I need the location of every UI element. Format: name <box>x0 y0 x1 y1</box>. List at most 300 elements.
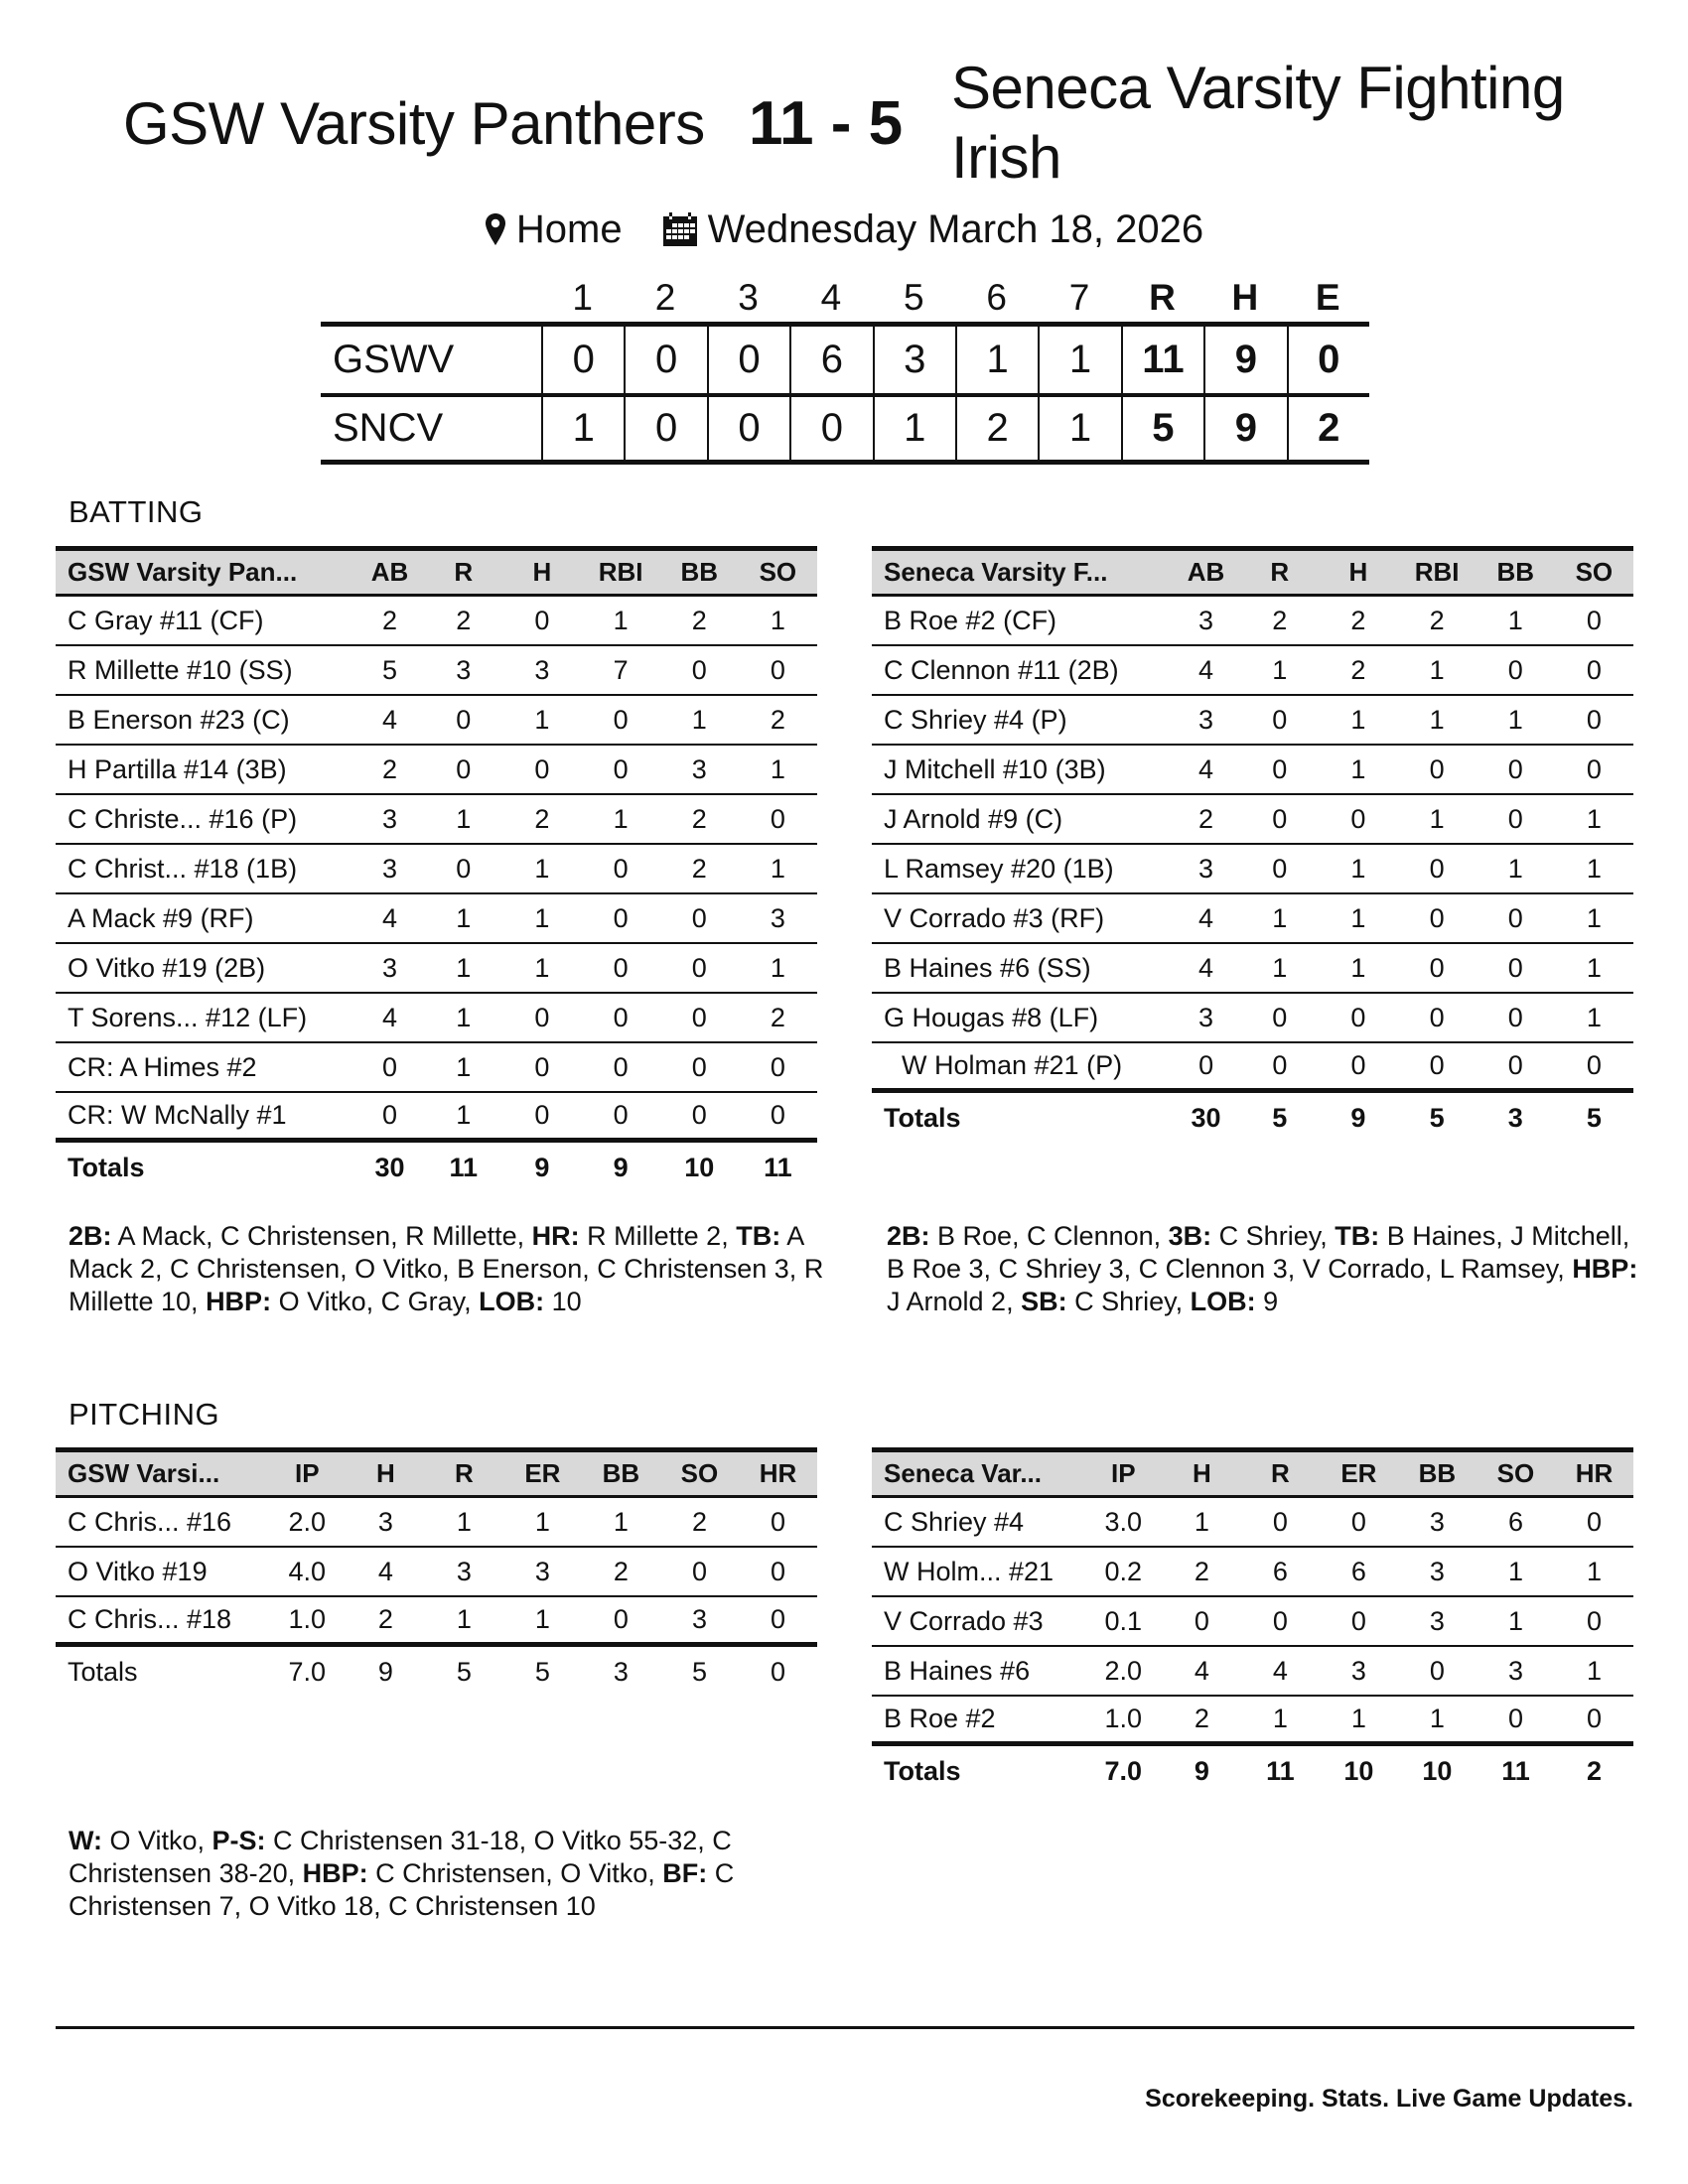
total-cell: 2 <box>1287 397 1369 460</box>
note-key: SB: <box>1021 1287 1067 1316</box>
stat-cell: 0 <box>770 654 785 685</box>
player-row <box>872 1647 1633 1697</box>
total-cell: 5 <box>691 1656 707 1687</box>
stat-column-header: SO <box>1575 557 1614 587</box>
final-score: 11 - 5 <box>749 89 904 158</box>
stat-cell: 2 <box>691 803 707 834</box>
player-name: CR: A Himes #2 <box>68 1051 257 1082</box>
stat-column-header: HR <box>1575 1458 1614 1488</box>
inning-score-cell: 1 <box>1038 397 1120 460</box>
player-row <box>56 894 817 944</box>
total-cell: 5 <box>1429 1102 1445 1133</box>
stat-cell: 3 <box>1429 1556 1445 1586</box>
stat-cell: 0 <box>456 704 472 735</box>
total-cell: 2 <box>1586 1755 1603 1786</box>
date-text: Wednesday March 18, 2026 <box>707 206 1204 251</box>
stat-cell: 0 <box>1429 853 1445 884</box>
stat-column-header: RBI <box>1414 557 1460 587</box>
player-name: J Mitchell #10 (3B) <box>884 753 1106 784</box>
stat-cell: 3 <box>1198 704 1214 735</box>
player-row <box>56 696 817 746</box>
stat-cell: 3 <box>382 853 398 884</box>
player-row <box>872 944 1633 994</box>
stat-cell: 2 <box>456 605 472 635</box>
player-name: C Christe... #16 (P) <box>68 803 298 834</box>
stat-cell: 0 <box>1272 1605 1288 1636</box>
stat-cell: 0 <box>613 902 629 933</box>
stat-cell: 4 <box>377 1556 393 1586</box>
inning-score-cell: 2 <box>955 397 1038 460</box>
stat-cell: 0 <box>691 654 707 685</box>
player-row <box>872 994 1633 1043</box>
stat-cell: 1 <box>1350 902 1366 933</box>
player-row <box>872 1548 1633 1597</box>
stat-cell: 0 <box>770 1506 786 1537</box>
stat-cell: 1 <box>1429 1704 1445 1733</box>
stat-column-header: BB <box>1418 1458 1457 1488</box>
stat-column-header: IP <box>1111 1458 1136 1488</box>
player-row <box>56 597 817 646</box>
stat-cell: 0 <box>613 704 629 735</box>
stat-cell: 1 <box>1350 853 1366 884</box>
stat-cell: 1 <box>770 853 785 884</box>
total-cell: 5 <box>456 1656 472 1687</box>
stat-cell: 6 <box>1350 1556 1366 1586</box>
note-value: C Shriey, <box>1066 1287 1191 1316</box>
inning-score-cell: 1 <box>541 397 624 460</box>
stat-cell: 4 <box>382 704 398 735</box>
total-cell: 9 <box>534 1152 550 1182</box>
stat-cell: 4 <box>382 1002 398 1032</box>
stat-cell: 0 <box>1272 753 1288 784</box>
stat-column-header: IP <box>295 1458 320 1488</box>
line-score-header <box>321 274 1369 322</box>
stat-column-header: BB <box>680 557 719 587</box>
stat-cell: 1 <box>1272 952 1288 983</box>
stat-cell: 0 <box>1507 1050 1523 1080</box>
inning-score-cell: 0 <box>707 327 789 393</box>
note-value: C Christensen 31-18, O Vitko 55-32, C Christensen 38-20, <box>69 1826 732 1888</box>
stat-cell: 1 <box>1586 1556 1603 1586</box>
inning-header: 1 <box>572 277 593 318</box>
stat-cell: 0 <box>534 605 550 635</box>
stat-cell: 0 <box>613 1604 629 1634</box>
stat-cell: 1 <box>1350 952 1366 983</box>
stat-cell: 2.0 <box>1104 1655 1143 1686</box>
inning-score-cell: 1 <box>873 397 955 460</box>
stat-column-header: R <box>1270 557 1290 587</box>
stat-cell: 0 <box>1272 803 1288 834</box>
inning-score-cell: 3 <box>873 327 955 393</box>
stat-cell: 1 <box>613 1506 629 1537</box>
stat-cell: 0 <box>1194 1605 1209 1636</box>
stat-cell: 0 <box>770 1604 786 1634</box>
totals-row <box>872 1746 1633 1796</box>
stat-cell: 4.0 <box>288 1556 327 1586</box>
stat-cell: 0 <box>1507 952 1523 983</box>
stat-cell: 0.1 <box>1104 1605 1143 1636</box>
inning-header: 6 <box>986 277 1007 318</box>
stat-cell: 2 <box>691 853 707 884</box>
inning-header: 4 <box>820 277 842 318</box>
line-score-row <box>321 393 1369 460</box>
stat-cell: 3 <box>377 1506 393 1537</box>
home-team-name: GSW Varsity Panthers <box>123 90 705 157</box>
stat-cell: 1 <box>456 1002 472 1032</box>
stat-column-header: BB <box>1496 557 1535 587</box>
total-cell: 11 <box>449 1152 479 1182</box>
team-column-header: GSW Varsity Pan... <box>68 557 298 587</box>
stat-cell: 2 <box>382 605 398 635</box>
location-text: Home <box>515 206 623 251</box>
player-row <box>56 746 817 795</box>
footer-divider <box>56 2026 1634 2029</box>
player-name: L Ramsey #20 (1B) <box>884 853 1114 884</box>
note-value: 10 <box>544 1287 582 1316</box>
stat-cell: 1.0 <box>288 1604 327 1634</box>
stat-cell: 1 <box>534 952 550 983</box>
player-row <box>872 845 1633 894</box>
player-name: V Corrado #3 (RF) <box>884 902 1105 933</box>
stat-cell: 0 <box>1429 1050 1445 1080</box>
stat-cell: 0 <box>1586 753 1602 784</box>
stat-cell: 4 <box>1198 654 1214 685</box>
player-row <box>872 646 1633 696</box>
stat-cell: 0 <box>613 1100 629 1130</box>
stat-cell: 1 <box>1507 1605 1523 1636</box>
inning-score-cell: 0 <box>789 397 872 460</box>
note-value: C Christensen, O Vitko, <box>367 1858 663 1888</box>
totals-label: Totals <box>68 1152 145 1182</box>
stat-cell: 1 <box>534 902 550 933</box>
stat-cell: 6 <box>1272 1556 1288 1586</box>
total-cell: 10 <box>1422 1755 1453 1786</box>
player-name: W Holman #21 (P) <box>902 1050 1123 1080</box>
player-name: C Clennon #11 (2B) <box>884 654 1119 685</box>
stat-cell: 0 <box>691 902 707 933</box>
stat-cell: 0 <box>1272 853 1288 884</box>
stat-cell: 2 <box>691 1506 707 1537</box>
stat-cell: 0 <box>1586 605 1602 635</box>
stat-cell: 1 <box>456 1051 472 1082</box>
total-cell: 9 <box>613 1152 629 1182</box>
player-row <box>56 994 817 1043</box>
player-name: J Arnold #9 (C) <box>884 803 1063 834</box>
totals-row <box>56 1647 817 1697</box>
stat-cell: 0 <box>534 753 550 784</box>
player-row <box>872 894 1633 944</box>
stat-cell: 1 <box>456 952 472 983</box>
stat-cell: 2 <box>770 1002 785 1032</box>
stat-cell: 0 <box>613 853 629 884</box>
game-date <box>662 207 1204 252</box>
stat-cell: 1 <box>1507 605 1523 635</box>
stat-cell: 0 <box>691 1556 707 1586</box>
stat-cell: 4 <box>382 902 398 933</box>
location <box>485 207 623 252</box>
player-name: O Vitko #19 <box>68 1556 208 1586</box>
stat-cell: 3 <box>1429 1605 1445 1636</box>
stat-cell: 1 <box>1586 952 1602 983</box>
total-cell: 7.0 <box>1104 1755 1143 1786</box>
batting-section-label: BATTING <box>69 494 204 529</box>
table-header-row <box>56 1447 817 1498</box>
stat-cell: 0 <box>770 803 785 834</box>
calendar-icon <box>662 211 698 247</box>
stat-cell: 0 <box>1272 1050 1288 1080</box>
stat-cell: 0 <box>691 1051 707 1082</box>
inning-score-cell: 0 <box>707 397 789 460</box>
total-cell: 30 <box>1191 1102 1221 1133</box>
stat-column-header: ER <box>524 1458 561 1488</box>
note-key: TB: <box>1335 1221 1380 1251</box>
stat-cell: 7 <box>613 654 629 685</box>
inning-header: 2 <box>654 277 676 318</box>
stat-cell: 1 <box>1350 704 1366 735</box>
note-value: C Shriey, <box>1211 1221 1336 1251</box>
stat-cell: 1 <box>534 1604 550 1634</box>
team-abbreviation: SNCV <box>333 406 444 450</box>
note-value: B Haines, J Mitchell, B Roe 3, C Shriey 3, C Clennon 3, V Corrado, L Ramsey, <box>887 1221 1630 1284</box>
total-cell: 5 <box>1586 1102 1602 1133</box>
stat-cell: 1 <box>456 1604 472 1634</box>
stat-cell: 1 <box>770 605 785 635</box>
player-row <box>56 795 817 845</box>
stat-cell: 0 <box>691 1002 707 1032</box>
stat-cell: 4 <box>1198 753 1214 784</box>
stat-cell: 1 <box>691 704 707 735</box>
stat-cell: 1 <box>1586 853 1602 884</box>
stat-cell: 1 <box>1586 1655 1603 1686</box>
stat-cell: 0 <box>1429 902 1445 933</box>
team-column-header: GSW Varsi... <box>68 1458 220 1488</box>
stat-cell: 2.0 <box>288 1506 327 1537</box>
stat-cell: 1 <box>1507 1556 1523 1586</box>
inning-header: 7 <box>1068 277 1090 318</box>
stat-cell: 2 <box>377 1604 393 1634</box>
totals-label: Totals <box>68 1656 138 1687</box>
player-name: C Shriey #4 <box>884 1506 1025 1537</box>
total-cell: 11 <box>1266 1755 1295 1786</box>
stat-cell: 2 <box>1194 1704 1209 1733</box>
note-key: LOB: <box>479 1287 545 1316</box>
stat-cell: 4 <box>1272 1655 1288 1686</box>
stat-cell: 1 <box>1586 1002 1602 1032</box>
stat-cell: 0 <box>1429 753 1445 784</box>
stat-cell: 4 <box>1198 952 1214 983</box>
stat-cell: 0 <box>1272 704 1288 735</box>
player-name: W Holm... #21 <box>884 1556 1055 1586</box>
player-row <box>872 746 1633 795</box>
inning-score-cell: 0 <box>624 397 706 460</box>
stat-cell: 1 <box>1272 902 1288 933</box>
note-value: 9 <box>1255 1287 1279 1316</box>
stat-cell: 1 <box>1194 1506 1209 1537</box>
note-key: 2B: <box>69 1221 112 1251</box>
stat-cell: 0 <box>1507 803 1523 834</box>
stat-cell: 0 <box>1586 1704 1603 1733</box>
stat-cell: 2 <box>534 803 550 834</box>
stat-cell: 0 <box>1429 1655 1445 1686</box>
stat-cell: 1 <box>534 1506 550 1537</box>
pitching-section-label: PITCHING <box>69 1397 220 1432</box>
stat-cell: 0 <box>613 1051 629 1082</box>
note-key: HR: <box>531 1221 580 1251</box>
stat-cell: 0 <box>1586 654 1602 685</box>
note-key: BF: <box>662 1858 708 1888</box>
stat-cell: 1 <box>1429 803 1445 834</box>
stat-cell: 3 <box>1198 605 1214 635</box>
stat-cell: 4 <box>1198 902 1214 933</box>
player-row <box>872 1498 1633 1548</box>
stat-cell: 0 <box>534 1051 550 1082</box>
player-name: C Gray #11 (CF) <box>68 605 264 635</box>
stat-cell: 0 <box>1507 654 1523 685</box>
stat-cell: 0 <box>456 753 472 784</box>
player-name: R Millette #10 (SS) <box>68 654 293 685</box>
stat-cell: 3 <box>1507 1655 1523 1686</box>
inning-score-cell: 1 <box>1038 327 1120 393</box>
stat-cell: 1 <box>456 902 472 933</box>
total-cell: 9 <box>1350 1102 1366 1133</box>
stat-cell: 3 <box>691 1604 707 1634</box>
stat-cell: 1 <box>613 803 629 834</box>
stat-column-header: H <box>1348 557 1368 587</box>
stat-cell: 1 <box>1429 654 1445 685</box>
team-abbreviation: GSWV <box>333 338 455 381</box>
stat-cell: 0 <box>1429 952 1445 983</box>
note-key: P-S: <box>211 1826 266 1855</box>
player-name: G Hougas #8 (LF) <box>884 1002 1099 1032</box>
stat-cell: 1 <box>1429 704 1445 735</box>
stat-cell: 0 <box>1350 1506 1366 1537</box>
stat-column-header: AB <box>1187 557 1225 587</box>
home-batting-table <box>56 546 817 1192</box>
stat-cell: 0 <box>1350 803 1366 834</box>
player-name: C Chris... #16 <box>68 1506 232 1537</box>
stat-column-header: H <box>375 1458 395 1488</box>
home-pitching-table <box>56 1447 817 1697</box>
stat-cell: 0 <box>534 1002 550 1032</box>
player-row <box>56 646 817 696</box>
stat-cell: 6 <box>1507 1506 1523 1537</box>
player-name: CR: W McNally #1 <box>68 1100 287 1130</box>
line-score-row <box>321 327 1369 393</box>
total-cell: 0 <box>1287 327 1369 393</box>
player-row <box>56 1548 817 1597</box>
player-row <box>56 1597 817 1647</box>
note-value: O Vitko, C Gray, <box>271 1287 480 1316</box>
stat-cell: 1 <box>770 952 785 983</box>
home-pitching-notes <box>69 1825 833 1923</box>
stat-cell: 0 <box>1586 1506 1603 1537</box>
stat-cell: 2 <box>1198 803 1214 834</box>
stat-cell: 1 <box>534 853 550 884</box>
total-cell: 9 <box>377 1656 393 1687</box>
note-value: J Arnold 2, <box>887 1287 1022 1316</box>
player-row <box>56 944 817 994</box>
stat-cell: 5 <box>382 654 398 685</box>
stat-cell: 2 <box>1272 605 1288 635</box>
stat-cell: 0.2 <box>1104 1556 1143 1586</box>
stat-cell: 1 <box>1350 753 1366 784</box>
stat-cell: 4 <box>1194 1655 1209 1686</box>
note-key: TB: <box>736 1221 781 1251</box>
stat-cell: 0 <box>1429 1002 1445 1032</box>
stat-cell: 3 <box>534 1556 550 1586</box>
stat-column-header: HR <box>759 1458 797 1488</box>
stat-column-header: SO <box>680 1458 719 1488</box>
player-name: O Vitko #19 (2B) <box>68 952 266 983</box>
note-key: HBP: <box>1572 1254 1638 1284</box>
player-name: B Roe #2 <box>884 1704 996 1733</box>
player-name: B Haines #6 <box>884 1655 1031 1686</box>
total-cell: 10 <box>684 1152 715 1182</box>
stat-cell: 3 <box>770 902 785 933</box>
stat-column-header: H <box>532 557 552 587</box>
stat-cell: 3 <box>456 654 472 685</box>
note-key: HBP: <box>206 1287 272 1316</box>
stat-cell: 0 <box>1586 1605 1603 1636</box>
stat-cell: 3 <box>456 1556 472 1586</box>
totals-row <box>872 1093 1633 1143</box>
stat-cell: 1 <box>1507 704 1523 735</box>
stat-cell: 2 <box>691 605 707 635</box>
player-name: C Shriey #4 (P) <box>884 704 1067 735</box>
note-value: O Vitko, <box>102 1826 212 1855</box>
table-header-row <box>872 1447 1633 1498</box>
stat-column-header: H <box>1192 1458 1211 1488</box>
stat-cell: 0 <box>691 952 707 983</box>
inning-header: 3 <box>738 277 759 318</box>
stat-cell: 2 <box>1350 605 1366 635</box>
stat-cell: 2 <box>382 753 398 784</box>
stat-cell: 0 <box>770 1100 785 1130</box>
player-name: B Haines #6 (SS) <box>884 952 1091 983</box>
player-row <box>872 795 1633 845</box>
stat-column-header: SO <box>1496 1458 1535 1488</box>
stat-cell: 0 <box>1198 1050 1214 1080</box>
player-name: T Sorens... #12 (LF) <box>68 1002 308 1032</box>
map-pin-icon <box>485 212 506 246</box>
stat-cell: 0 <box>1350 1002 1366 1032</box>
table-header-row <box>56 546 817 597</box>
stat-cell: 0 <box>1350 1605 1366 1636</box>
stat-cell: 0 <box>382 1051 398 1082</box>
note-value: R Millette 2, <box>579 1221 737 1251</box>
stat-cell: 3 <box>1429 1506 1445 1537</box>
player-row <box>872 1043 1633 1093</box>
stat-column-header: ER <box>1340 1458 1377 1488</box>
stat-cell: 0 <box>534 1100 550 1130</box>
total-cell: 10 <box>1343 1755 1374 1786</box>
stat-cell: 0 <box>613 753 629 784</box>
player-row <box>872 1697 1633 1746</box>
home-batting-notes <box>69 1220 833 1318</box>
note-value: A Mack, C Christensen, R Millette, <box>111 1221 532 1251</box>
team-column-header: Seneca Varsity F... <box>884 557 1108 587</box>
stat-cell: 2 <box>770 704 785 735</box>
stat-cell: 1 <box>1586 803 1602 834</box>
player-row <box>56 845 817 894</box>
stat-column-header: R <box>454 1458 474 1488</box>
stat-cell: 1 <box>1507 853 1523 884</box>
inning-score-cell: 0 <box>624 327 706 393</box>
away-batting-table <box>872 546 1633 1143</box>
footer-tagline: Scorekeeping. Stats. Live Game Updates. <box>1145 2085 1633 2113</box>
player-row <box>872 1597 1633 1647</box>
note-value: A Mack 2, C Christensen, O Vitko, B Enerson, C Christensen 3, R Millette 10, <box>69 1221 824 1316</box>
